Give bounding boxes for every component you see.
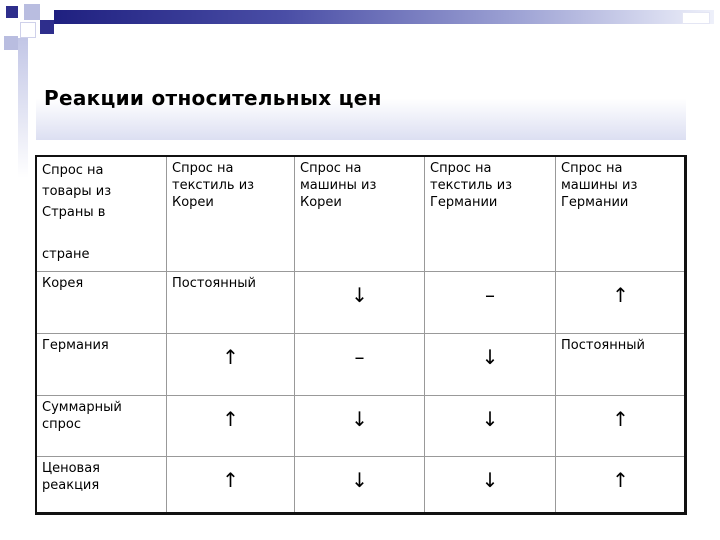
up-arrow-icon: ↑	[222, 407, 239, 431]
table-cell	[425, 334, 556, 395]
decor-square	[20, 22, 36, 38]
table-cell	[295, 396, 425, 456]
table-cell	[167, 457, 295, 512]
row-label-cell	[37, 396, 167, 456]
table-cell	[556, 334, 685, 395]
header-cell-label: Спрос на текстиль из Германии	[430, 161, 513, 210]
header-cell-label: Спрос на машины из Германии	[561, 161, 638, 210]
table-row	[37, 334, 684, 396]
decor-square	[24, 4, 40, 20]
down-arrow-icon: ↓	[481, 468, 499, 492]
header-gradient-strip	[54, 10, 714, 24]
table-cell	[425, 396, 556, 456]
decor-square	[40, 20, 54, 34]
down-arrow-icon: ↓	[481, 345, 499, 369]
left-gradient-bar	[18, 38, 28, 178]
cell-value: Постоянный	[561, 338, 645, 353]
table-cell	[425, 457, 556, 512]
table-row	[37, 457, 684, 512]
decor-square	[6, 6, 18, 18]
decor-square	[4, 36, 18, 50]
table-cell	[295, 334, 425, 395]
row-label: Ценовая реакция	[42, 461, 100, 493]
row-label: Германия	[42, 338, 109, 353]
header-cell	[556, 157, 685, 271]
table-cell	[167, 272, 295, 333]
row-label: Суммарный спрос	[42, 400, 122, 432]
table-cell	[295, 457, 425, 512]
row-label-cell	[37, 272, 167, 333]
slide-title: Реакции относительных цен	[44, 86, 382, 110]
header-cell-label: Спрос на текстиль из Кореи	[172, 161, 255, 210]
row-label-cell	[37, 457, 167, 512]
down-arrow-icon: ↓	[351, 283, 368, 307]
row-label: Корея	[42, 276, 84, 291]
row-label-cell	[37, 334, 167, 395]
cell-value: Постоянный	[172, 276, 256, 291]
down-arrow-icon: ↓	[351, 468, 368, 492]
table-row	[37, 272, 684, 334]
table-cell	[556, 396, 685, 456]
table-cell	[556, 272, 685, 333]
up-arrow-icon: ↑	[222, 345, 239, 369]
header-cell	[425, 157, 556, 271]
table-row	[37, 396, 684, 457]
up-arrow-icon: ↑	[222, 468, 239, 492]
up-arrow-icon: ↑	[612, 407, 629, 431]
table-cell	[425, 272, 556, 333]
dash-icon: –	[354, 345, 365, 369]
dash-icon: –	[485, 283, 495, 307]
table-cell	[167, 396, 295, 456]
table-header-row	[37, 157, 684, 272]
decor-box	[682, 12, 710, 24]
header-cell-label: Спрос на машины из Кореи	[300, 161, 377, 210]
down-arrow-icon: ↓	[351, 407, 368, 431]
table-cell	[295, 272, 425, 333]
up-arrow-icon: ↑	[612, 283, 629, 307]
down-arrow-icon: ↓	[481, 407, 499, 431]
up-arrow-icon: ↑	[612, 468, 629, 492]
header-cell	[167, 157, 295, 271]
header-cell	[37, 157, 167, 271]
table-cell	[167, 334, 295, 395]
table-cell	[556, 457, 685, 512]
header-cell-label: Спрос на товары из Страны в стране	[42, 163, 112, 262]
price-reaction-table	[35, 155, 687, 515]
header-cell	[295, 157, 425, 271]
